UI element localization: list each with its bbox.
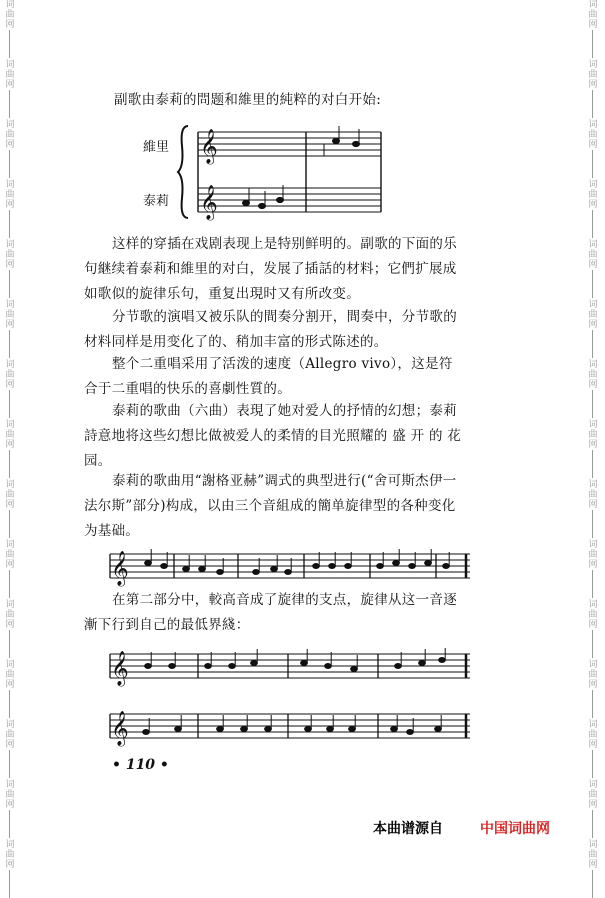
watermark-dash — [592, 30, 593, 58]
watermark-dash — [9, 810, 10, 838]
text-line: 如歌似的旋律乐句，重复出現时又有所改变。 — [84, 286, 360, 302]
right-margin-watermark — [583, 0, 603, 870]
note-head — [345, 564, 352, 569]
watermark-dash — [592, 630, 593, 658]
watermark-glyphs: 词 曲 网 — [588, 540, 598, 570]
left-margin-watermark — [0, 0, 20, 870]
watermark-dash — [592, 570, 593, 598]
watermark-glyphs: 词 曲 网 — [5, 240, 15, 270]
watermark-dash — [592, 450, 593, 478]
watermark-dash — [592, 750, 593, 778]
svg-text:𝄞: 𝄞 — [111, 711, 129, 746]
note-head — [199, 567, 206, 572]
watermark-dash — [9, 510, 10, 538]
text-line: 詩意地将这些幻想比做被爱人的柔情的目光照耀的 盛 开 的 花 — [84, 428, 462, 444]
text-line: 泰莉的歌曲（六曲）表現了她对爱人的抒情的幻想；泰莉 — [112, 403, 457, 419]
watermark-dash — [9, 630, 10, 658]
watermark-dash — [592, 150, 593, 178]
note-head — [419, 661, 426, 666]
note-head — [327, 727, 334, 732]
text-line: 法尔斯”部分)构成，以由三个音組成的簡单旋律型的各种变化 — [84, 498, 456, 514]
text-line: 为基础。 — [84, 523, 140, 539]
note-head — [305, 727, 312, 732]
watermark-glyphs: 词 曲 网 — [5, 300, 15, 330]
text-line: 合于二重唱的快乐的喜劇性質的。 — [84, 381, 291, 397]
paragraph-4 — [84, 352, 494, 402]
source-site-link[interactable]: 中国词曲网 — [480, 821, 550, 837]
text-line: 这样的穿插在戏剧表现上是特别鲜明的。副歌的下面的乐 — [112, 236, 457, 252]
watermark-dash — [592, 90, 593, 118]
note-head — [409, 564, 416, 569]
text-line: 整个二重唱采用了活泼的速度（Allegro vivo），这是符 — [112, 356, 453, 372]
watermark-dash — [592, 870, 593, 898]
note-head — [329, 564, 336, 569]
note-head — [377, 564, 384, 569]
text-line: 泰莉的歌曲用“謝格亚赫”调式的典型进行(“舍可斯杰伊一 — [112, 473, 457, 489]
svg-text:𝄞: 𝄞 — [111, 651, 129, 686]
note-head — [349, 727, 356, 732]
watermark-glyphs: 词 曲 网 — [5, 60, 15, 90]
watermark-glyphs: 词 曲 网 — [588, 120, 598, 150]
watermark-dash — [9, 750, 10, 778]
svg-text:𝄞: 𝄞 — [200, 129, 218, 164]
music-example-3-system-1 — [108, 648, 478, 688]
music-example-2 — [108, 540, 478, 588]
watermark-glyphs: 词 曲 网 — [588, 0, 598, 30]
treble-clefs — [200, 129, 218, 221]
note-head — [271, 567, 278, 572]
note-head — [325, 664, 332, 669]
note-head — [285, 570, 292, 575]
svg-text:𝄞: 𝄞 — [111, 551, 129, 586]
note-head — [443, 564, 450, 569]
watermark-glyphs: 词 曲 网 — [588, 300, 598, 330]
text-line: 副歌由泰莉的問题和維里的純粹的对白开始: — [114, 92, 382, 108]
watermark-glyphs: 词 曲 网 — [5, 180, 15, 210]
brace — [178, 126, 188, 218]
watermark-dash — [592, 390, 593, 418]
note-head — [251, 661, 258, 666]
note-head — [351, 667, 358, 672]
note-head — [169, 664, 176, 669]
note-head — [175, 727, 182, 732]
note-head — [425, 561, 432, 566]
watermark-glyphs: 词 曲 网 — [588, 420, 598, 450]
note-head — [241, 727, 248, 732]
paragraph-7 — [84, 588, 494, 638]
watermark-dash — [9, 390, 10, 418]
note-head — [253, 570, 260, 575]
watermark-glyphs: 词 曲 网 — [5, 120, 15, 150]
watermark-glyphs: 词 曲 网 — [5, 360, 15, 390]
note-head — [395, 664, 402, 669]
note-head — [393, 561, 400, 566]
watermark-glyphs: 词 曲 网 — [5, 660, 15, 690]
watermark-glyphs: 词 曲 网 — [5, 780, 15, 810]
watermark-glyphs: 词 曲 网 — [588, 60, 598, 90]
text-line: 材料同样是用变化了的、稍加丰富的形式陈述的。 — [84, 334, 388, 350]
source-label: 本曲谱源自 — [373, 821, 443, 837]
watermark-dash — [9, 870, 10, 898]
note-head — [183, 567, 190, 572]
text-line: 在第二部分中，較高音成了旋律的支点，旋律从这一音逐 — [112, 592, 457, 608]
watermark-glyphs: 词 曲 网 — [588, 720, 598, 750]
watermark-dash — [592, 810, 593, 838]
watermark-dash — [592, 270, 593, 298]
page-number: • 110 • — [112, 757, 169, 773]
watermark-glyphs: 词 曲 网 — [5, 840, 15, 870]
watermark-glyphs: 词 曲 网 — [5, 420, 15, 450]
watermark-glyphs: 词 曲 网 — [5, 0, 15, 30]
watermark-glyphs: 词 曲 网 — [588, 360, 598, 390]
watermark-dash — [9, 90, 10, 118]
voice-label-taili: 泰莉 — [143, 194, 170, 209]
text-line: 漸下行到自己的最低界綫： — [84, 617, 250, 633]
watermark-dash — [9, 270, 10, 298]
watermark-glyphs: 词 曲 网 — [588, 600, 598, 630]
watermark-glyphs: 词 曲 网 — [588, 780, 598, 810]
watermark-glyphs: 词 曲 网 — [588, 660, 598, 690]
paragraph-2 — [84, 232, 494, 307]
watermark-dash — [9, 330, 10, 358]
watermark-dash — [9, 210, 10, 238]
paragraph-6 — [84, 469, 494, 544]
watermark-dash — [9, 690, 10, 718]
watermark-glyphs: 词 曲 网 — [5, 720, 15, 750]
watermark-glyphs: 词 曲 网 — [5, 480, 15, 510]
note-head — [407, 730, 414, 735]
watermark-dash — [9, 30, 10, 58]
note-head — [217, 727, 224, 732]
watermark-glyphs: 词 曲 网 — [588, 840, 598, 870]
watermark-dash — [592, 330, 593, 358]
watermark-glyphs: 词 曲 网 — [588, 240, 598, 270]
watermark-glyphs: 词 曲 网 — [588, 180, 598, 210]
note-head — [313, 564, 320, 569]
watermark-dash — [9, 570, 10, 598]
note-head — [161, 564, 168, 569]
text-line: 园。 — [84, 453, 112, 469]
paragraph-3 — [84, 305, 494, 355]
note-head — [301, 661, 308, 666]
text-line: 句継续着泰莉和維里的对白，发展了插話的材料；它們扩展成 — [84, 261, 457, 277]
watermark-dash — [592, 690, 593, 718]
note-head — [145, 561, 152, 566]
paragraph-1 — [114, 88, 524, 113]
note-head — [205, 664, 212, 669]
voice-label-weili: 維里 — [143, 140, 170, 155]
watermark-glyphs: 词 曲 网 — [5, 540, 15, 570]
note-head — [265, 727, 272, 732]
watermark-glyphs: 词 曲 网 — [5, 600, 15, 630]
notes-lower — [243, 185, 284, 209]
note-head — [217, 570, 224, 575]
watermark-dash — [592, 510, 593, 538]
note-head — [143, 730, 150, 735]
note-head — [439, 658, 446, 663]
notes-upper — [324, 126, 360, 156]
watermark-glyphs: 词 曲 网 — [588, 480, 598, 510]
watermark-dash — [592, 210, 593, 238]
music-example-3-system-2 — [108, 708, 478, 748]
staff-lower — [198, 188, 381, 212]
paragraph-5 — [84, 399, 494, 474]
note-head — [391, 727, 398, 732]
note-head — [145, 664, 152, 669]
watermark-dash — [9, 150, 10, 178]
note-head — [435, 727, 442, 732]
music-example-1 — [176, 122, 386, 222]
svg-text:𝄞: 𝄞 — [200, 185, 218, 220]
note-head — [229, 664, 236, 669]
watermark-dash — [9, 450, 10, 478]
text-line: 分节歌的演唱又被乐队的間奏分割开，間奏中，分节歌的 — [112, 309, 457, 325]
